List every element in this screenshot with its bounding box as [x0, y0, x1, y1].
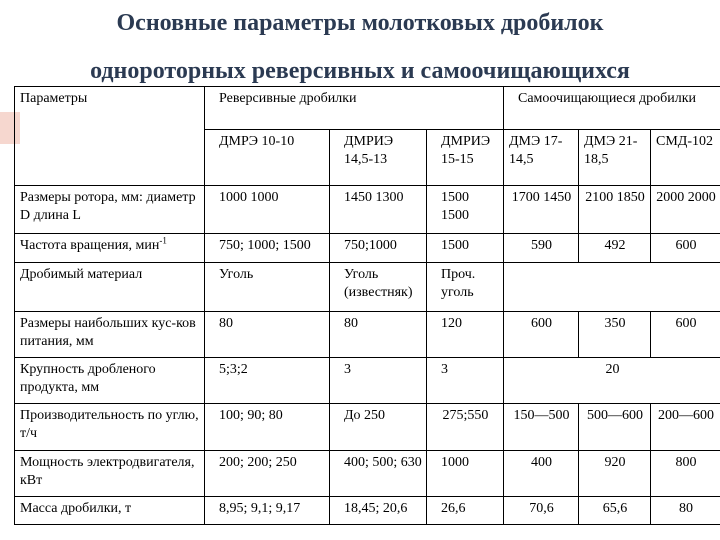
table-cell: 1500 1500 — [427, 186, 504, 234]
table-cell: 18,45; 20,6 — [330, 497, 427, 525]
table-cell: 350 — [579, 312, 651, 358]
model-dmre-10-10: ДМРЭ 10-10 — [205, 130, 330, 186]
table-cell: 1500 — [427, 234, 504, 263]
table-cell — [504, 263, 720, 312]
table-cell: 492 — [579, 234, 651, 263]
table-cell: 600 — [504, 312, 579, 358]
table-row — [15, 404, 720, 451]
table-cell: 80 — [651, 497, 720, 525]
model-dme-21-18-5: ДМЭ 21-18,5 — [579, 130, 651, 186]
row-label: Крупность дробленого продукта, мм — [15, 358, 205, 404]
table-row — [15, 263, 720, 312]
table-cell: 150—500 — [504, 404, 579, 451]
table-row — [15, 234, 720, 263]
table-cell: 1000 1000 — [205, 186, 330, 234]
table-cell: 1000 — [427, 451, 504, 497]
table-cell: 2100 1850 — [579, 186, 651, 234]
table-row — [15, 451, 720, 497]
table-cell: До 250 — [330, 404, 427, 451]
row-label: Размеры наибольших кус-ков питания, мм — [15, 312, 205, 358]
table-cell: 200—600 — [651, 404, 720, 451]
table-row — [15, 312, 720, 358]
parameters-table — [14, 86, 720, 526]
table-cell: 20 — [504, 358, 720, 404]
table-cell: 600 — [651, 234, 720, 263]
table-cell: 920 — [579, 451, 651, 497]
table-cell: 70,6 — [504, 497, 579, 525]
model-smd-102: СМД-102 — [651, 130, 720, 186]
table-cell: 275;550 — [427, 404, 504, 451]
table-cell: 590 — [504, 234, 579, 263]
model-dmrie-15-15: ДМРИЭ 15-15 — [427, 130, 504, 186]
model-dme-17-14-5: ДМЭ 17-14,5 — [504, 130, 579, 186]
table-cell: 800 — [651, 451, 720, 497]
table-cell: 1700 1450 — [504, 186, 579, 234]
header-reversible: Реверсивные дробилки — [205, 87, 504, 130]
table-cell: 5;3;2 — [205, 358, 330, 404]
table-cell: Уголь — [205, 263, 330, 312]
table-cell: 3 — [330, 358, 427, 404]
row-label-superscript: -1 — [159, 235, 167, 246]
table-cell: 750; 1000; 1500 — [205, 234, 330, 263]
table-row — [15, 186, 720, 234]
table-cell: 400 — [504, 451, 579, 497]
row-label: Мощность электродвигателя, кВт — [15, 451, 205, 497]
table-cell: 600 — [651, 312, 720, 358]
table-cell: 100; 90; 80 — [205, 404, 330, 451]
table-cell: 26,6 — [427, 497, 504, 525]
header-selfcleaning: Самоочищающиеся дробилки — [504, 87, 720, 130]
table-cell: 80 — [205, 312, 330, 358]
table-cell: 8,95; 9,1; 9,17 — [205, 497, 330, 525]
title-line-1: Основные параметры молотковых дробилок — [116, 10, 604, 36]
table-cell: 400; 500; 630 — [330, 451, 427, 497]
row-label — [15, 234, 205, 263]
row-label: Размеры ротора, мм: диаметр D длина L — [15, 186, 205, 234]
model-dmrie-14-5-13: ДМРИЭ 14,5-13 — [330, 130, 427, 186]
table-cell: Проч. уголь — [427, 263, 504, 312]
table-cell: 65,6 — [579, 497, 651, 525]
table-cell: 2000 2000 — [651, 186, 720, 234]
row-label: Дробимый материал — [15, 263, 205, 312]
table-row — [15, 497, 720, 525]
table-cell: 1450 1300 — [330, 186, 427, 234]
row-label: Производительность по углю, т/ч — [15, 404, 205, 451]
header-params: Параметры — [15, 87, 205, 186]
table-cell: 3 — [427, 358, 504, 404]
table-cell: 200; 200; 250 — [205, 451, 330, 497]
table-cell: 500—600 — [579, 404, 651, 451]
row-label: Масса дробилки, т — [15, 497, 205, 525]
table-cell: 120 — [427, 312, 504, 358]
title-line-2: однороторных реверсивных и самоочищающихся — [90, 58, 630, 84]
table-row — [15, 358, 720, 404]
table-cell: Уголь (известняк) — [330, 263, 427, 312]
header-row — [15, 87, 720, 130]
table-cell: 750;1000 — [330, 234, 427, 263]
table-cell: 80 — [330, 312, 427, 358]
row-label-text: Частота вращения, мин — [20, 238, 160, 253]
